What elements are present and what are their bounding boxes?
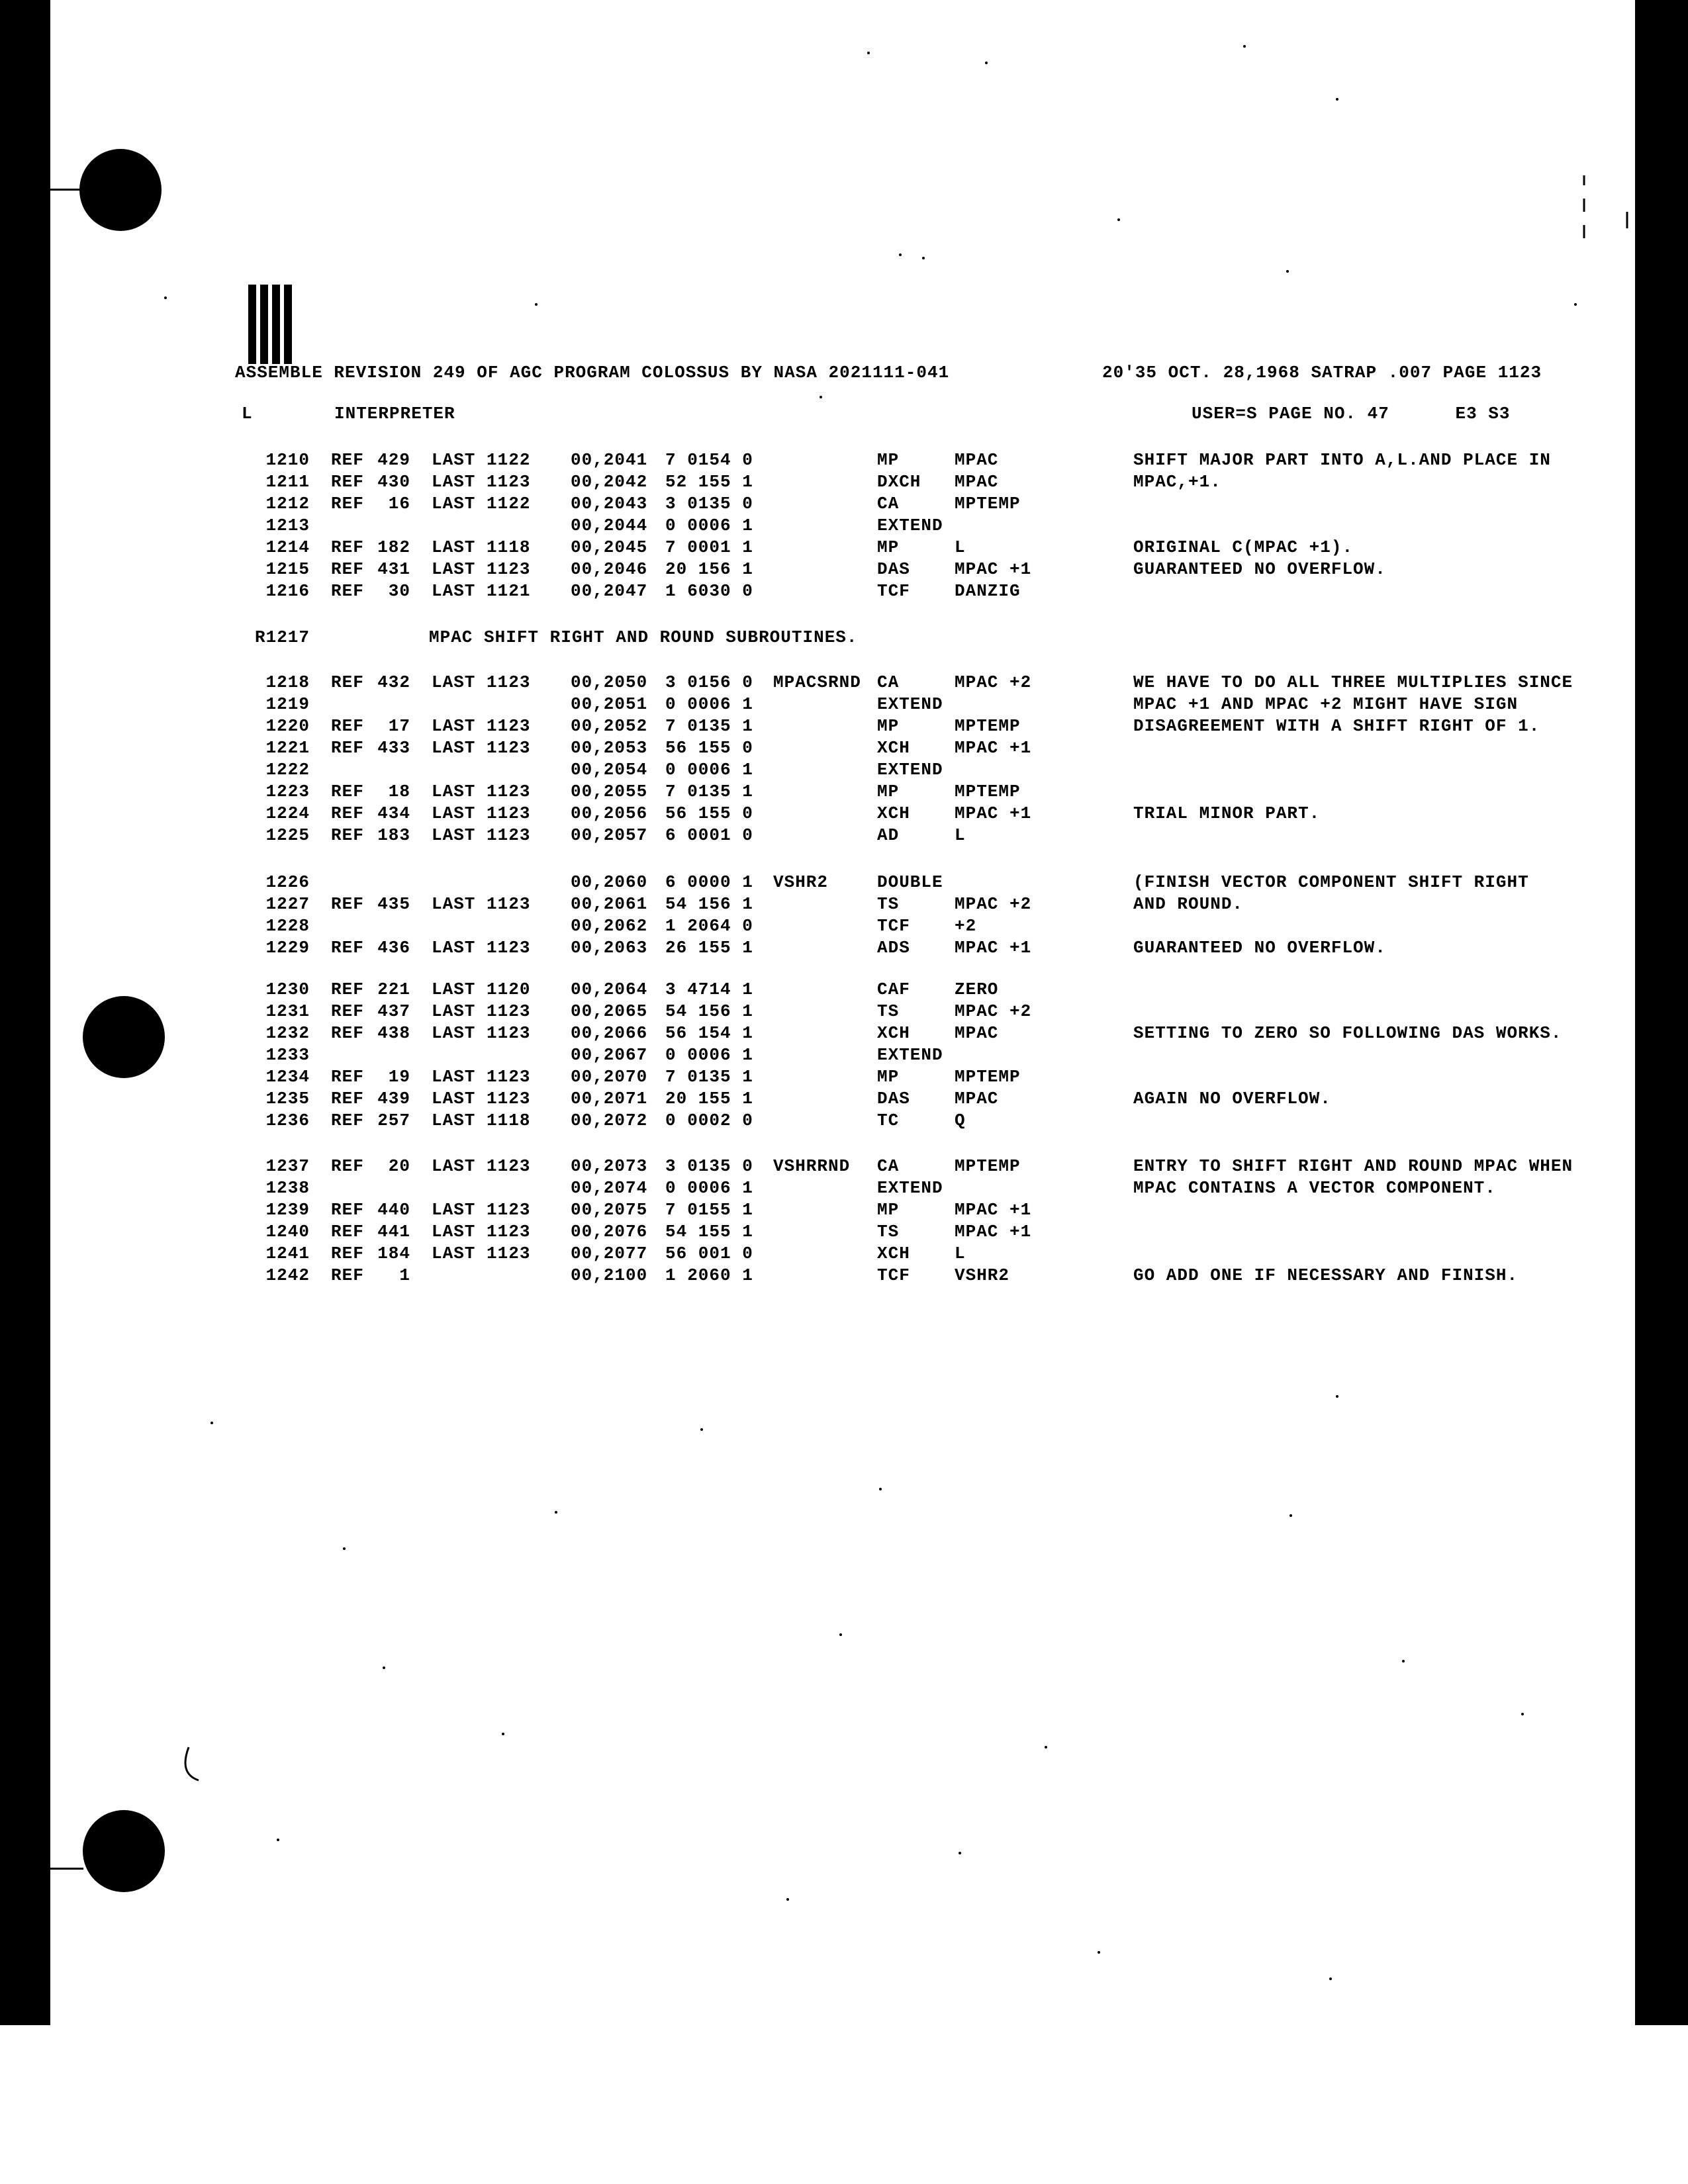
last-reference: LAST 1120 <box>432 979 531 999</box>
octal-code: 7 0154 0 <box>665 450 753 470</box>
octal-code: 7 0135 1 <box>665 782 753 801</box>
last-reference: LAST 1123 <box>432 1156 531 1176</box>
ref-number: 17 <box>388 716 410 736</box>
operand: MPTEMP <box>955 494 1021 514</box>
line-number: 1242 <box>265 1265 310 1285</box>
last-reference: LAST 1123 <box>432 894 531 914</box>
comment: SHIFT MAJOR PART INTO A,L.AND PLACE IN <box>1133 450 1551 470</box>
octal-code: 26 155 1 <box>665 938 753 958</box>
operand: +2 <box>955 916 977 936</box>
address: 00,2055 <box>571 782 648 801</box>
line-number: 1229 <box>265 938 310 958</box>
ref-number: 441 <box>377 1222 410 1242</box>
listing-row <box>0 581 1622 602</box>
last-reference: LAST 1123 <box>432 559 531 579</box>
last-reference: LAST 1123 <box>432 716 531 736</box>
comment: MPAC,+1. <box>1133 472 1221 492</box>
line-number: 1223 <box>265 782 310 801</box>
opcode: EXTEND <box>877 516 943 535</box>
address: 00,2077 <box>571 1244 648 1263</box>
address: 00,2051 <box>571 694 648 714</box>
listing-row <box>0 716 1622 737</box>
listing-row <box>0 938 1622 959</box>
ref-number: 434 <box>377 803 410 823</box>
address: 00,2070 <box>571 1067 648 1087</box>
ref-number: 437 <box>377 1001 410 1021</box>
line-number: 1212 <box>265 494 310 514</box>
address: 00,2061 <box>571 894 648 914</box>
last-reference: LAST 1122 <box>432 494 531 514</box>
opcode: MP <box>877 450 900 470</box>
opcode: CA <box>877 494 900 514</box>
line-number: 1213 <box>265 516 310 535</box>
ref-keyword: REF <box>331 672 364 692</box>
listing-row <box>0 537 1622 559</box>
line-number: 1214 <box>265 537 310 557</box>
ref-number: 433 <box>377 738 410 758</box>
address: 00,2076 <box>571 1222 648 1242</box>
line-number: 1237 <box>265 1156 310 1176</box>
line-number: 1238 <box>265 1178 310 1198</box>
listing-row <box>0 1023 1622 1044</box>
octal-code: 1 2064 0 <box>665 916 753 936</box>
octal-code: 20 156 1 <box>665 559 753 579</box>
octal-code: 52 155 1 <box>665 472 753 492</box>
octal-code: 56 155 0 <box>665 803 753 823</box>
last-reference: LAST 1123 <box>432 1089 531 1109</box>
opcode: DXCH <box>877 472 921 492</box>
line-number: 1218 <box>265 672 310 692</box>
ref-keyword: REF <box>331 1244 364 1263</box>
line-number: 1239 <box>265 1200 310 1220</box>
operand: MPAC +1 <box>955 1200 1032 1220</box>
octal-code: 7 0001 1 <box>665 537 753 557</box>
octal-code: 54 155 1 <box>665 1222 753 1242</box>
opcode: TC <box>877 1111 900 1130</box>
operand: L <box>955 537 966 557</box>
opcode: TS <box>877 1001 900 1021</box>
operand: MPTEMP <box>955 782 1021 801</box>
listing-section-row <box>0 627 1622 649</box>
opcode: XCH <box>877 803 910 823</box>
last-reference: LAST 1123 <box>432 472 531 492</box>
comment: GUARANTEED NO OVERFLOW. <box>1133 938 1386 958</box>
user-page-number: USER=S PAGE NO. 47 E3 S3 <box>1192 404 1511 424</box>
line-number: 1236 <box>265 1111 310 1130</box>
address: 00,2062 <box>571 916 648 936</box>
last-reference: LAST 1123 <box>432 1244 531 1263</box>
ref-number: 18 <box>388 782 410 801</box>
ref-keyword: REF <box>331 716 364 736</box>
opcode: DAS <box>877 1089 910 1109</box>
line-number: 1222 <box>265 760 310 780</box>
log-section-title: INTERPRETER <box>334 404 455 424</box>
opcode: EXTEND <box>877 694 943 714</box>
operand: MPTEMP <box>955 1156 1021 1176</box>
label: MPACSRND <box>773 672 861 692</box>
ref-keyword: REF <box>331 559 364 579</box>
ref-number: 439 <box>377 1089 410 1109</box>
ref-number: 429 <box>377 450 410 470</box>
listing-row <box>0 1265 1622 1287</box>
octal-code: 6 0001 0 <box>665 825 753 845</box>
section-title: MPAC SHIFT RIGHT AND ROUND SUBROUTINES. <box>429 627 858 647</box>
address: 00,2057 <box>571 825 648 845</box>
address: 00,2060 <box>571 872 648 892</box>
octal-code: 7 0155 1 <box>665 1200 753 1220</box>
ref-keyword: REF <box>331 537 364 557</box>
ref-number: 20 <box>388 1156 410 1176</box>
opcode: MP <box>877 1067 900 1087</box>
opcode: XCH <box>877 1023 910 1043</box>
operand: MPTEMP <box>955 1067 1021 1087</box>
octal-code: 0 0006 1 <box>665 760 753 780</box>
octal-code: 7 0135 1 <box>665 1067 753 1087</box>
opcode: XCH <box>877 1244 910 1263</box>
octal-code: 0 0002 0 <box>665 1111 753 1130</box>
comment: GUARANTEED NO OVERFLOW. <box>1133 559 1386 579</box>
operand: MPAC +1 <box>955 1222 1032 1242</box>
ref-keyword: REF <box>331 738 364 758</box>
last-reference: LAST 1123 <box>432 1067 531 1087</box>
address: 00,2071 <box>571 1089 648 1109</box>
ref-keyword: REF <box>331 581 364 601</box>
listing-row <box>0 825 1622 846</box>
ref-number: 19 <box>388 1067 410 1087</box>
listing-row <box>0 694 1622 715</box>
ref-number: 1 <box>399 1265 410 1285</box>
opcode: MP <box>877 537 900 557</box>
address: 00,2044 <box>571 516 648 535</box>
comment: SETTING TO ZERO SO FOLLOWING DAS WORKS. <box>1133 1023 1562 1043</box>
listing-row <box>0 516 1622 537</box>
last-reference: LAST 1118 <box>432 537 531 557</box>
line-number: 1228 <box>265 916 310 936</box>
listing-row <box>0 1244 1622 1265</box>
ref-number: 431 <box>377 559 410 579</box>
listing-header-title: ASSEMBLE REVISION 249 OF AGC PROGRAM COLOSSUS BY NASA 2021111-041 <box>235 363 950 383</box>
listing-row <box>0 803 1622 825</box>
ref-keyword: REF <box>331 472 364 492</box>
ref-number: 430 <box>377 472 410 492</box>
line-number: 1235 <box>265 1089 310 1109</box>
octal-code: 54 156 1 <box>665 1001 753 1021</box>
address: 00,2074 <box>571 1178 648 1198</box>
ref-number: 183 <box>377 825 410 845</box>
ref-keyword: REF <box>331 1001 364 1021</box>
address: 00,2067 <box>571 1045 648 1065</box>
last-reference: LAST 1123 <box>432 825 531 845</box>
comment: GO ADD ONE IF NECESSARY AND FINISH. <box>1133 1265 1519 1285</box>
comment: WE HAVE TO DO ALL THREE MULTIPLIES SINCE <box>1133 672 1573 692</box>
line-number: 1240 <box>265 1222 310 1242</box>
label: VSHRRND <box>773 1156 851 1176</box>
octal-code: 56 001 0 <box>665 1244 753 1263</box>
listing-row <box>0 1089 1622 1110</box>
operand: MPAC +1 <box>955 938 1032 958</box>
line-number: 1211 <box>265 472 310 492</box>
label: VSHR2 <box>773 872 829 892</box>
log-code: L <box>242 404 253 424</box>
comment: MPAC CONTAINS A VECTOR COMPONENT. <box>1133 1178 1496 1198</box>
opcode: TCF <box>877 1265 910 1285</box>
operand: MPAC +2 <box>955 894 1032 914</box>
comment: AND ROUND. <box>1133 894 1244 914</box>
operand: DANZIG <box>955 581 1021 601</box>
address: 00,2041 <box>571 450 648 470</box>
line-number: 1221 <box>265 738 310 758</box>
comment: MPAC +1 AND MPAC +2 MIGHT HAVE SIGN <box>1133 694 1519 714</box>
line-number: 1215 <box>265 559 310 579</box>
line-number: 1225 <box>265 825 310 845</box>
ref-keyword: REF <box>331 782 364 801</box>
listing-row <box>0 782 1622 803</box>
opcode: DAS <box>877 559 910 579</box>
opcode: MP <box>877 1200 900 1220</box>
last-reference: LAST 1123 <box>432 938 531 958</box>
operand: MPAC <box>955 472 999 492</box>
operand: ZERO <box>955 979 999 999</box>
comment: ORIGINAL C(MPAC +1). <box>1133 537 1354 557</box>
ref-number: 221 <box>377 979 410 999</box>
opcode: CAF <box>877 979 910 999</box>
last-reference: LAST 1123 <box>432 738 531 758</box>
ref-keyword: REF <box>331 1265 364 1285</box>
operand: MPTEMP <box>955 716 1021 736</box>
listing-row <box>0 1045 1622 1066</box>
ref-number: 257 <box>377 1111 410 1130</box>
listing-row <box>0 1111 1622 1132</box>
address: 00,2073 <box>571 1156 648 1176</box>
ref-keyword: REF <box>331 494 364 514</box>
ref-number: 16 <box>388 494 410 514</box>
ref-keyword: REF <box>331 1222 364 1242</box>
octal-code: 3 0156 0 <box>665 672 753 692</box>
octal-code: 0 0006 1 <box>665 694 753 714</box>
comment: AGAIN NO OVERFLOW. <box>1133 1089 1331 1109</box>
address: 00,2065 <box>571 1001 648 1021</box>
octal-code: 1 6030 0 <box>665 581 753 601</box>
line-number: 1231 <box>265 1001 310 1021</box>
address: 00,2052 <box>571 716 648 736</box>
octal-code: 56 155 0 <box>665 738 753 758</box>
address: 00,2046 <box>571 559 648 579</box>
listing-row <box>0 472 1622 493</box>
operand: L <box>955 825 966 845</box>
last-reference: LAST 1123 <box>432 1023 531 1043</box>
listing-row <box>0 1067 1622 1088</box>
opcode: MP <box>877 782 900 801</box>
address: 00,2064 <box>571 979 648 999</box>
operand: L <box>955 1244 966 1263</box>
bottom-blank-area <box>0 2025 1688 2184</box>
opcode: EXTEND <box>877 1045 943 1065</box>
ref-keyword: REF <box>331 979 364 999</box>
operand: MPAC +2 <box>955 672 1032 692</box>
line-number: 1234 <box>265 1067 310 1087</box>
opcode: EXTEND <box>877 760 943 780</box>
octal-code: 3 4714 1 <box>665 979 753 999</box>
line-number: 1233 <box>265 1045 310 1065</box>
listing-row <box>0 494 1622 515</box>
ref-keyword: REF <box>331 1200 364 1220</box>
operand: MPAC +1 <box>955 803 1032 823</box>
ref-number: 432 <box>377 672 410 692</box>
line-number: 1220 <box>265 716 310 736</box>
ref-keyword: REF <box>331 450 364 470</box>
address: 00,2053 <box>571 738 648 758</box>
ref-keyword: REF <box>331 938 364 958</box>
listing-row <box>0 1178 1622 1199</box>
octal-code: 3 0135 0 <box>665 494 753 514</box>
octal-code: 20 155 1 <box>665 1089 753 1109</box>
opcode: TCF <box>877 581 910 601</box>
ref-keyword: REF <box>331 894 364 914</box>
octal-code: 56 154 1 <box>665 1023 753 1043</box>
listing-row <box>0 979 1622 1001</box>
address: 00,2075 <box>571 1200 648 1220</box>
ref-keyword: REF <box>331 825 364 845</box>
address: 00,2066 <box>571 1023 648 1043</box>
ref-number: 30 <box>388 581 410 601</box>
listing-row <box>0 1001 1622 1023</box>
listing-row <box>0 760 1622 781</box>
line-number: 1219 <box>265 694 310 714</box>
opcode: ADS <box>877 938 910 958</box>
listing-row <box>0 872 1622 893</box>
line-number: 1241 <box>265 1244 310 1263</box>
last-reference: LAST 1122 <box>432 450 531 470</box>
line-number: 1230 <box>265 979 310 999</box>
ref-keyword: REF <box>331 803 364 823</box>
address: 00,2072 <box>571 1111 648 1130</box>
ref-keyword: REF <box>331 1023 364 1043</box>
operand: MPAC <box>955 1023 999 1043</box>
last-reference: LAST 1118 <box>432 1111 531 1130</box>
line-number: 1232 <box>265 1023 310 1043</box>
opcode: XCH <box>877 738 910 758</box>
ref-number: 182 <box>377 537 410 557</box>
listing-row <box>0 738 1622 759</box>
ref-keyword: REF <box>331 1089 364 1109</box>
last-reference: LAST 1123 <box>432 1222 531 1242</box>
listing-row <box>0 1222 1622 1243</box>
comment: (FINISH VECTOR COMPONENT SHIFT RIGHT <box>1133 872 1529 892</box>
opcode: TS <box>877 1222 900 1242</box>
line-number: 1210 <box>265 450 310 470</box>
line-number: R1217 <box>254 627 310 647</box>
comment: ENTRY TO SHIFT RIGHT AND ROUND MPAC WHEN <box>1133 1156 1573 1176</box>
line-number: 1227 <box>265 894 310 914</box>
octal-code: 6 0000 1 <box>665 872 753 892</box>
octal-code: 0 0006 1 <box>665 516 753 535</box>
line-number: 1224 <box>265 803 310 823</box>
line-number: 1216 <box>265 581 310 601</box>
operand: MPAC +1 <box>955 738 1032 758</box>
address: 00,2047 <box>571 581 648 601</box>
opcode: TCF <box>877 916 910 936</box>
listing-header-date-page: 20'35 OCT. 28,1968 SATRAP .007 PAGE 1123 <box>1102 363 1542 383</box>
address: 00,2063 <box>571 938 648 958</box>
ref-number: 436 <box>377 938 410 958</box>
opcode: DOUBLE <box>877 872 943 892</box>
opcode: CA <box>877 672 900 692</box>
operand: VSHR2 <box>955 1265 1010 1285</box>
address: 00,2050 <box>571 672 648 692</box>
ref-number: 440 <box>377 1200 410 1220</box>
listing-row <box>0 916 1622 937</box>
comment: TRIAL MINOR PART. <box>1133 803 1321 823</box>
last-reference: LAST 1121 <box>432 581 531 601</box>
listing-row <box>0 672 1622 694</box>
address: 00,2043 <box>571 494 648 514</box>
last-reference: LAST 1123 <box>432 803 531 823</box>
comment: DISAGREEMENT WITH A SHIFT RIGHT OF 1. <box>1133 716 1540 736</box>
opcode: MP <box>877 716 900 736</box>
opcode: CA <box>877 1156 900 1176</box>
operand: MPAC +2 <box>955 1001 1032 1021</box>
operand: MPAC <box>955 1089 999 1109</box>
address: 00,2045 <box>571 537 648 557</box>
address: 00,2100 <box>571 1265 648 1285</box>
ref-number: 435 <box>377 894 410 914</box>
ref-keyword: REF <box>331 1156 364 1176</box>
listing-row <box>0 894 1622 915</box>
listing-row <box>0 1156 1622 1177</box>
last-reference: LAST 1123 <box>432 672 531 692</box>
ref-number: 184 <box>377 1244 410 1263</box>
opcode: AD <box>877 825 900 845</box>
operand: MPAC <box>955 450 999 470</box>
octal-code: 1 2060 1 <box>665 1265 753 1285</box>
listing-row <box>0 1200 1622 1221</box>
octal-code: 7 0135 1 <box>665 716 753 736</box>
octal-code: 54 156 1 <box>665 894 753 914</box>
octal-code: 0 0006 1 <box>665 1178 753 1198</box>
ref-keyword: REF <box>331 1067 364 1087</box>
operand: MPAC +1 <box>955 559 1032 579</box>
listing-row <box>0 559 1622 580</box>
operand: Q <box>955 1111 966 1130</box>
last-reference: LAST 1123 <box>432 1001 531 1021</box>
opcode: EXTEND <box>877 1178 943 1198</box>
last-reference: LAST 1123 <box>432 782 531 801</box>
ref-keyword: REF <box>331 1111 364 1130</box>
octal-code: 3 0135 0 <box>665 1156 753 1176</box>
address: 00,2054 <box>571 760 648 780</box>
opcode: TS <box>877 894 900 914</box>
ref-number: 438 <box>377 1023 410 1043</box>
last-reference: LAST 1123 <box>432 1200 531 1220</box>
address: 00,2056 <box>571 803 648 823</box>
octal-code: 0 0006 1 <box>665 1045 753 1065</box>
address: 00,2042 <box>571 472 648 492</box>
listing-row <box>0 450 1622 471</box>
line-number: 1226 <box>265 872 310 892</box>
